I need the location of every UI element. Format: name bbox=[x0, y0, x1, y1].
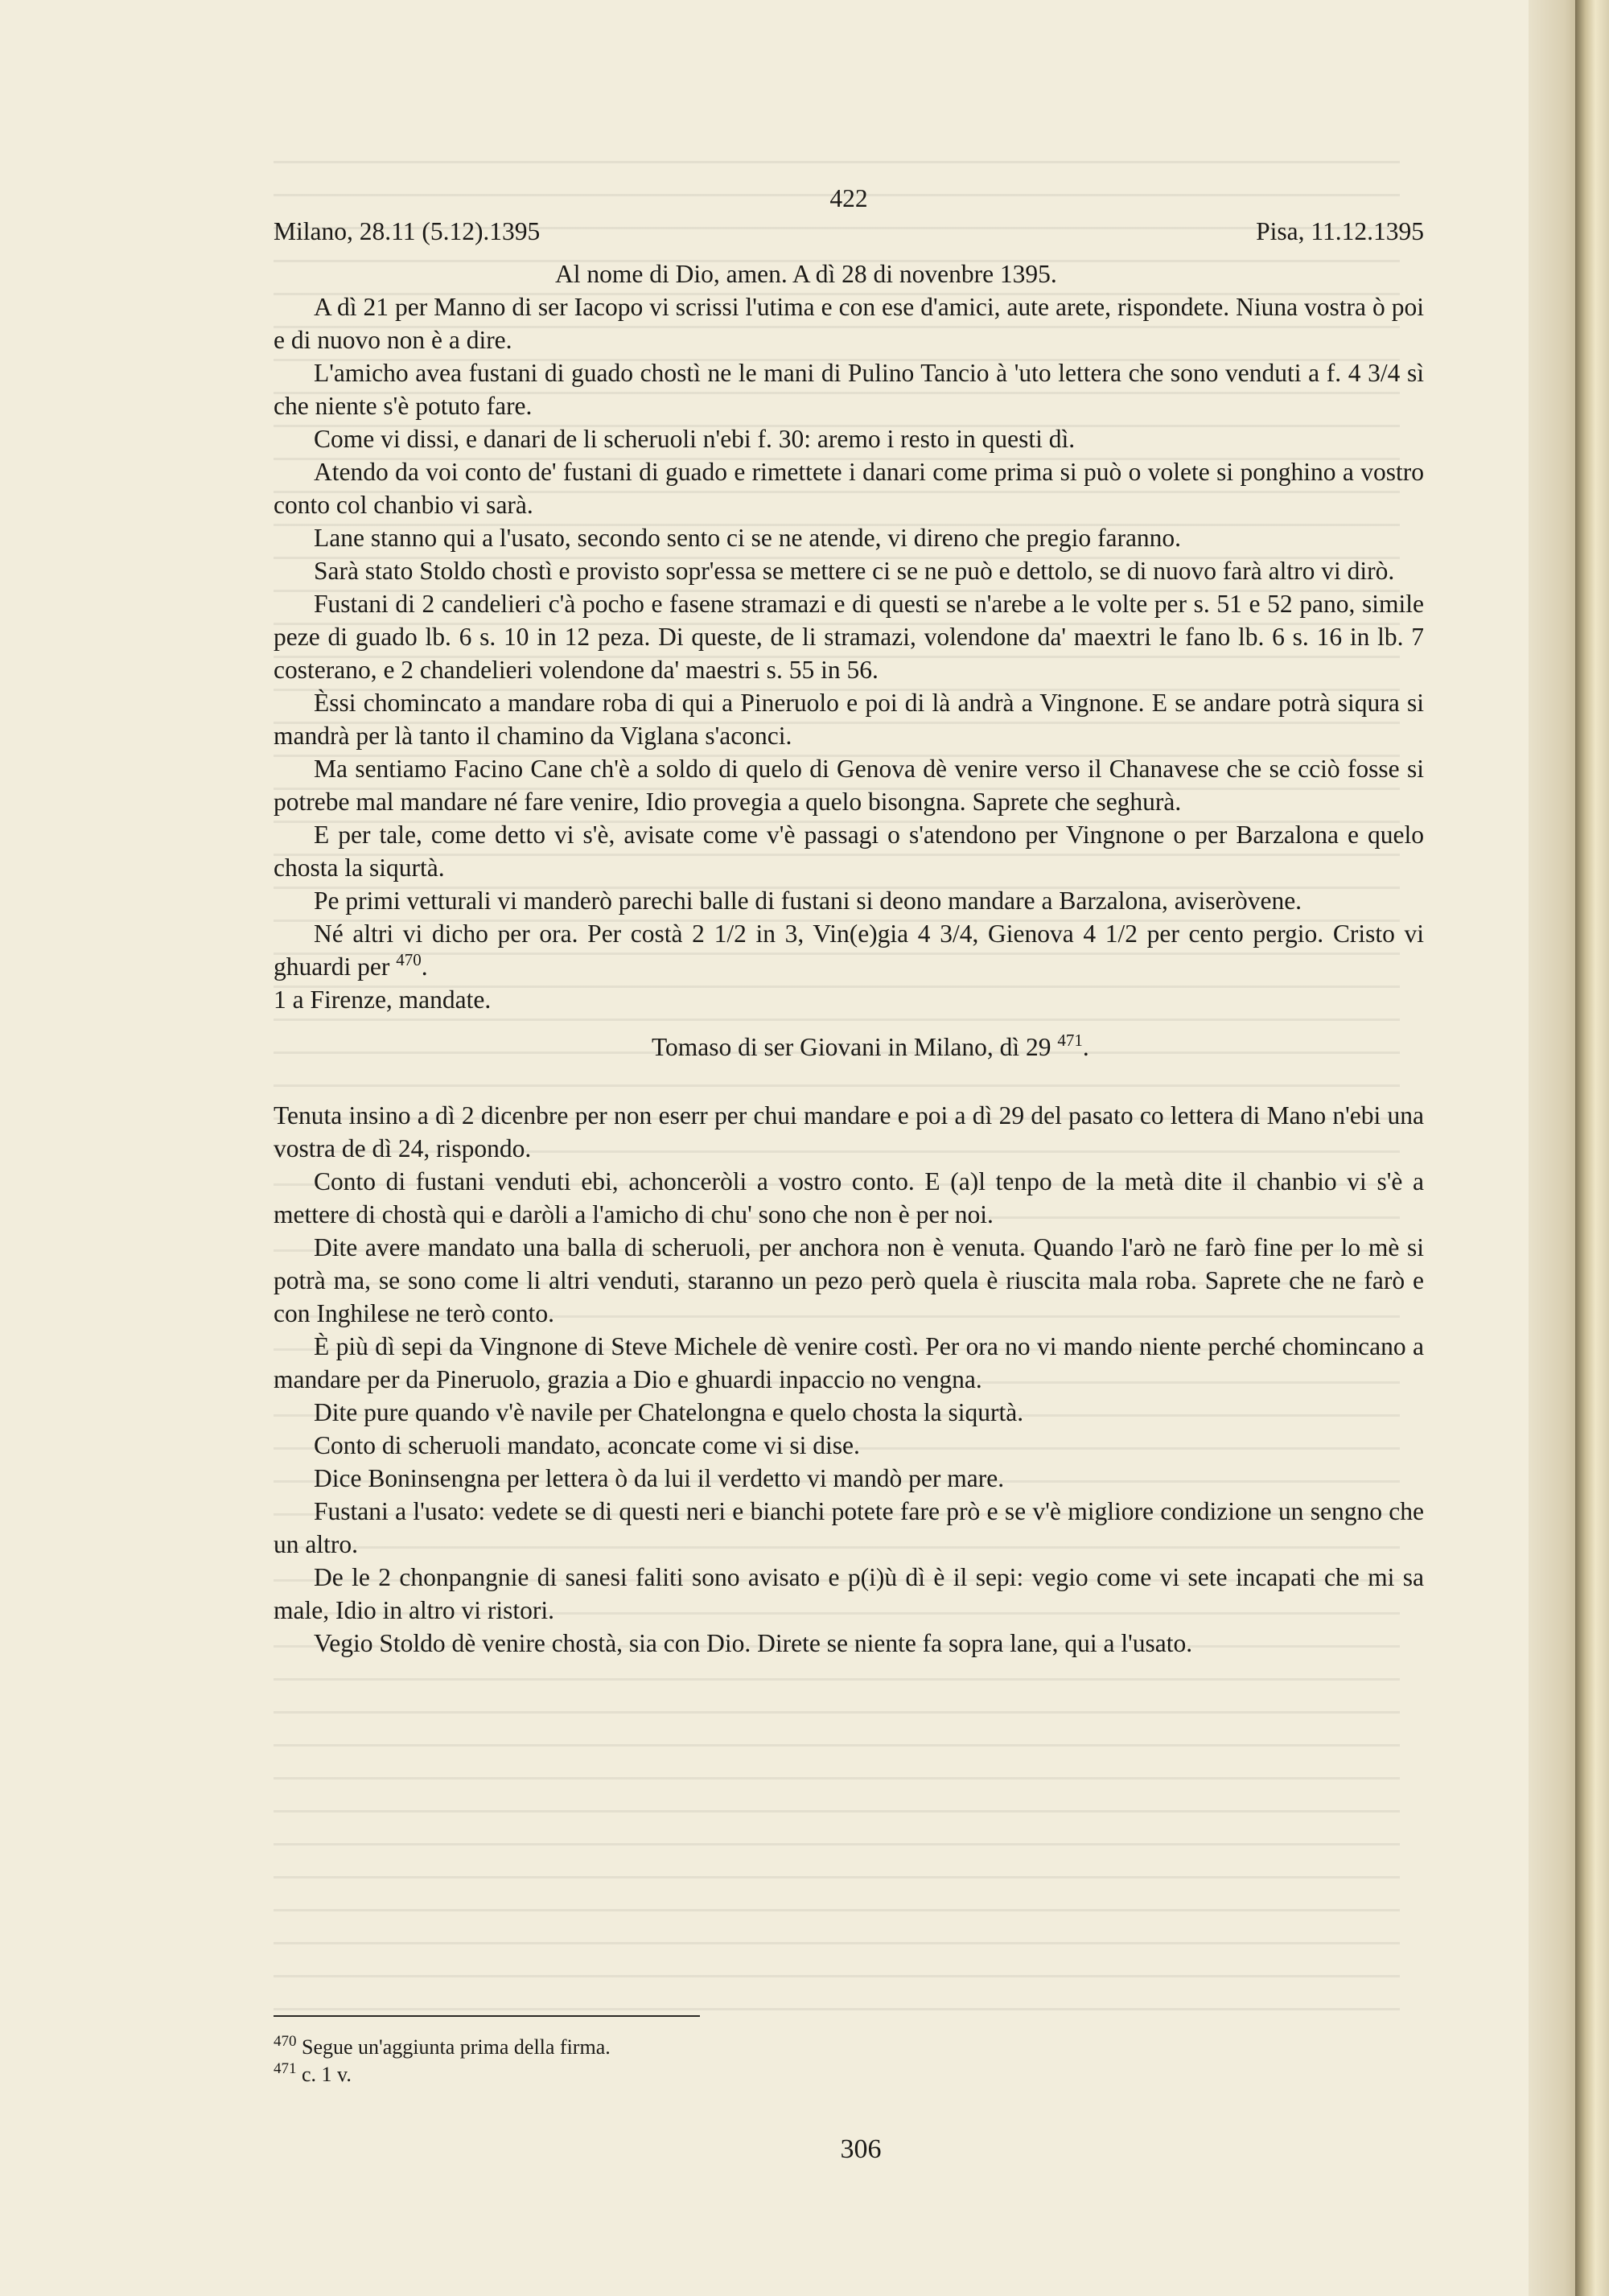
signature-end: . bbox=[1082, 1033, 1089, 1061]
paragraph: E per tale, come detto vi s'è, avisate come v'è passagi o s'atendono per Vingnone o per Barzalona e quelo chosta la siqurtà. bbox=[274, 821, 1424, 882]
footnote-text: c. 1 v. bbox=[302, 2063, 352, 2086]
footnote-item bbox=[274, 2034, 1078, 2061]
paragraph: Vegio Stoldo dè venire chostà, sia con Dio. Direte se niente fa sopra lane, qui a l'usato. bbox=[314, 1629, 1193, 1657]
paragraph: De le 2 chonpangnie di sanesi faliti sono avisato e p(i)ù dì è il sepi: vegio come vi sete incapati che mi sa male, Idio in altro vi ristori. bbox=[274, 1563, 1424, 1624]
footnotes bbox=[274, 2034, 1078, 2088]
letter-signature bbox=[274, 1031, 1424, 1064]
paragraph: Sarà stato Stoldo chostì e provisto sopr'essa se mettere ci se ne può e dettolo, se di nuovo farà altro vi dirò. bbox=[314, 557, 1395, 585]
paragraph: Lane stanno qui a l'usato, secondo sento ci se ne atende, vi direno che pregio faranno. bbox=[314, 524, 1182, 552]
footnote-ref-471: 471 bbox=[1057, 1031, 1083, 1050]
paragraph: A dì 21 per Manno di ser Iacopo vi scrissi l'utima e con ese d'amici, aute arete, rispondete. Niuna vostra ò poi e di nuovo non è a dire. bbox=[274, 293, 1424, 354]
footnote-ref-470: 470 bbox=[396, 950, 422, 969]
letter-body bbox=[274, 182, 1424, 1660]
footnote-number: 470 bbox=[274, 2033, 297, 2050]
footnote-number: 471 bbox=[274, 2060, 297, 2077]
paragraph: Fustani di 2 candelieri c'à pocho e fasene stramazi e di questi se n'arebe a le volte per s. 51 e 52 pano, simile peze di guado lb. 6 s. 10 in 12 peza. Di queste, de li stramazi, volendone da' maextri le fano lb. 6 s. 16 in lb. 7 costerano, e 2 chandelieri volendone da' maestri s. 55 in 56. bbox=[274, 590, 1424, 684]
paragraph: Come vi dissi, e danari de li scheruoli n'ebi f. 30: aremo i resto in questi dì. bbox=[314, 425, 1076, 453]
letter-destination: Pisa, 11.12.1395 bbox=[1256, 217, 1424, 245]
paragraph: Ma sentiamo Facino Cane ch'è a soldo di quelo di Genova dè venire verso il Chanavese che se cciò fosse si potrebe mal mandare né fare venire, Idio provegia a quelo bisongna. Saprete che seghurà. bbox=[274, 755, 1424, 816]
closing-paragraph bbox=[274, 917, 1424, 983]
paragraph: Pe primi vetturali vi manderò parechi balle di fustani si deono mandare a Barzalona, aviseròvene. bbox=[314, 887, 1302, 915]
paragraph: Atendo da voi conto de' fustani di guado e rimettete i danari come prima si può o volete si ponghino a vostro conto col chanbio vi sarà. bbox=[274, 458, 1424, 519]
page-number: 306 bbox=[840, 2134, 882, 2164]
paragraph: Dite pure quando v'è navile per Chatelongna e quelo chosta la siqurtà. bbox=[314, 1398, 1024, 1426]
closing-text: Né altri vi dicho per ora. Per costà 2 1/2 in 3, Vin(e)gia 4 3/4, Gienova 4 1/2 per cento pergio. Cristo vi ghuardi per bbox=[274, 920, 1424, 981]
paragraph: Èssi chomincato a mandare roba di qui a Pineruolo e poi di là andrà a Vingnone. E se andare potrà siqura si mandrà per là tanto il chamino da Viglana s'aconci. bbox=[274, 689, 1424, 750]
paragraph: Fustani a l'usato: vedete se di questi neri e bianchi potete fare prò e se v'è migliore condizione un sengno che un altro. bbox=[274, 1497, 1424, 1558]
letter-address: 1 a Firenze, mandate. bbox=[274, 985, 492, 1014]
letter-invocation: Al nome di Dio, amen. A dì 28 di novenbre 1395. bbox=[555, 260, 1057, 288]
footnote-item bbox=[274, 2061, 1078, 2088]
paragraph: L'amicho avea fustani di guado chostì ne le mani di Pulino Tancio à 'uto lettera che sono venduti a f. 4 3/4 sì che niente s'è potuto fare. bbox=[274, 359, 1424, 420]
footnote-text: Segue un'aggiunta prima della firma. bbox=[302, 2035, 611, 2059]
section-gap bbox=[274, 1064, 1424, 1099]
letter-origin: Milano, 28.11 (5.12).1395 bbox=[274, 217, 541, 245]
paragraph: Dite avere mandato una balla di scheruoli, per anchora non è venuta. Quando l'arò ne farò fine per lo mè si potrà ma, se sono come li altri venduti, staranno un pezo però quela è riuscita mala roba. Saprete che ne farò e con Inghilese ne terò conto. bbox=[274, 1233, 1424, 1327]
book-spine-shadow bbox=[1529, 0, 1575, 2296]
closing-end: . bbox=[421, 953, 428, 981]
footnote-divider bbox=[274, 2015, 700, 2017]
signature-text: Tomaso di ser Giovani in Milano, dì 29 bbox=[652, 1033, 1058, 1061]
paragraph: Tenuta insino a dì 2 dicenbre per non eserr per chui mandare e poi a dì 29 del pasato co lettera di Mano n'ebi una vostra de dì 24, rispondo. bbox=[274, 1101, 1424, 1162]
book-page-edge bbox=[1575, 0, 1609, 2296]
paragraph: Conto di scheruoli mandato, aconcate come vi si dise. bbox=[314, 1431, 860, 1459]
letter-header bbox=[274, 215, 1424, 248]
document-number: 422 bbox=[829, 184, 868, 212]
paragraph: È più dì sepi da Vingnone di Steve Michele dè venire costì. Per ora no vi mando niente perché chomincano a mandare per da Pineruolo, grazia a Dio e ghuardi inpaccio no vengna. bbox=[274, 1332, 1424, 1393]
paragraph: Conto di fustani venduti ebi, achonceròli a vostro conto. E (a)l tenpo de la metà dite il chanbio vi s'è a mettere di chostà qui e daròli a l'amicho di chu' sono che non è per noi. bbox=[274, 1167, 1424, 1228]
paragraph: Dice Boninsengna per lettera ò da lui il verdetto vi mandò per mare. bbox=[314, 1464, 1005, 1492]
